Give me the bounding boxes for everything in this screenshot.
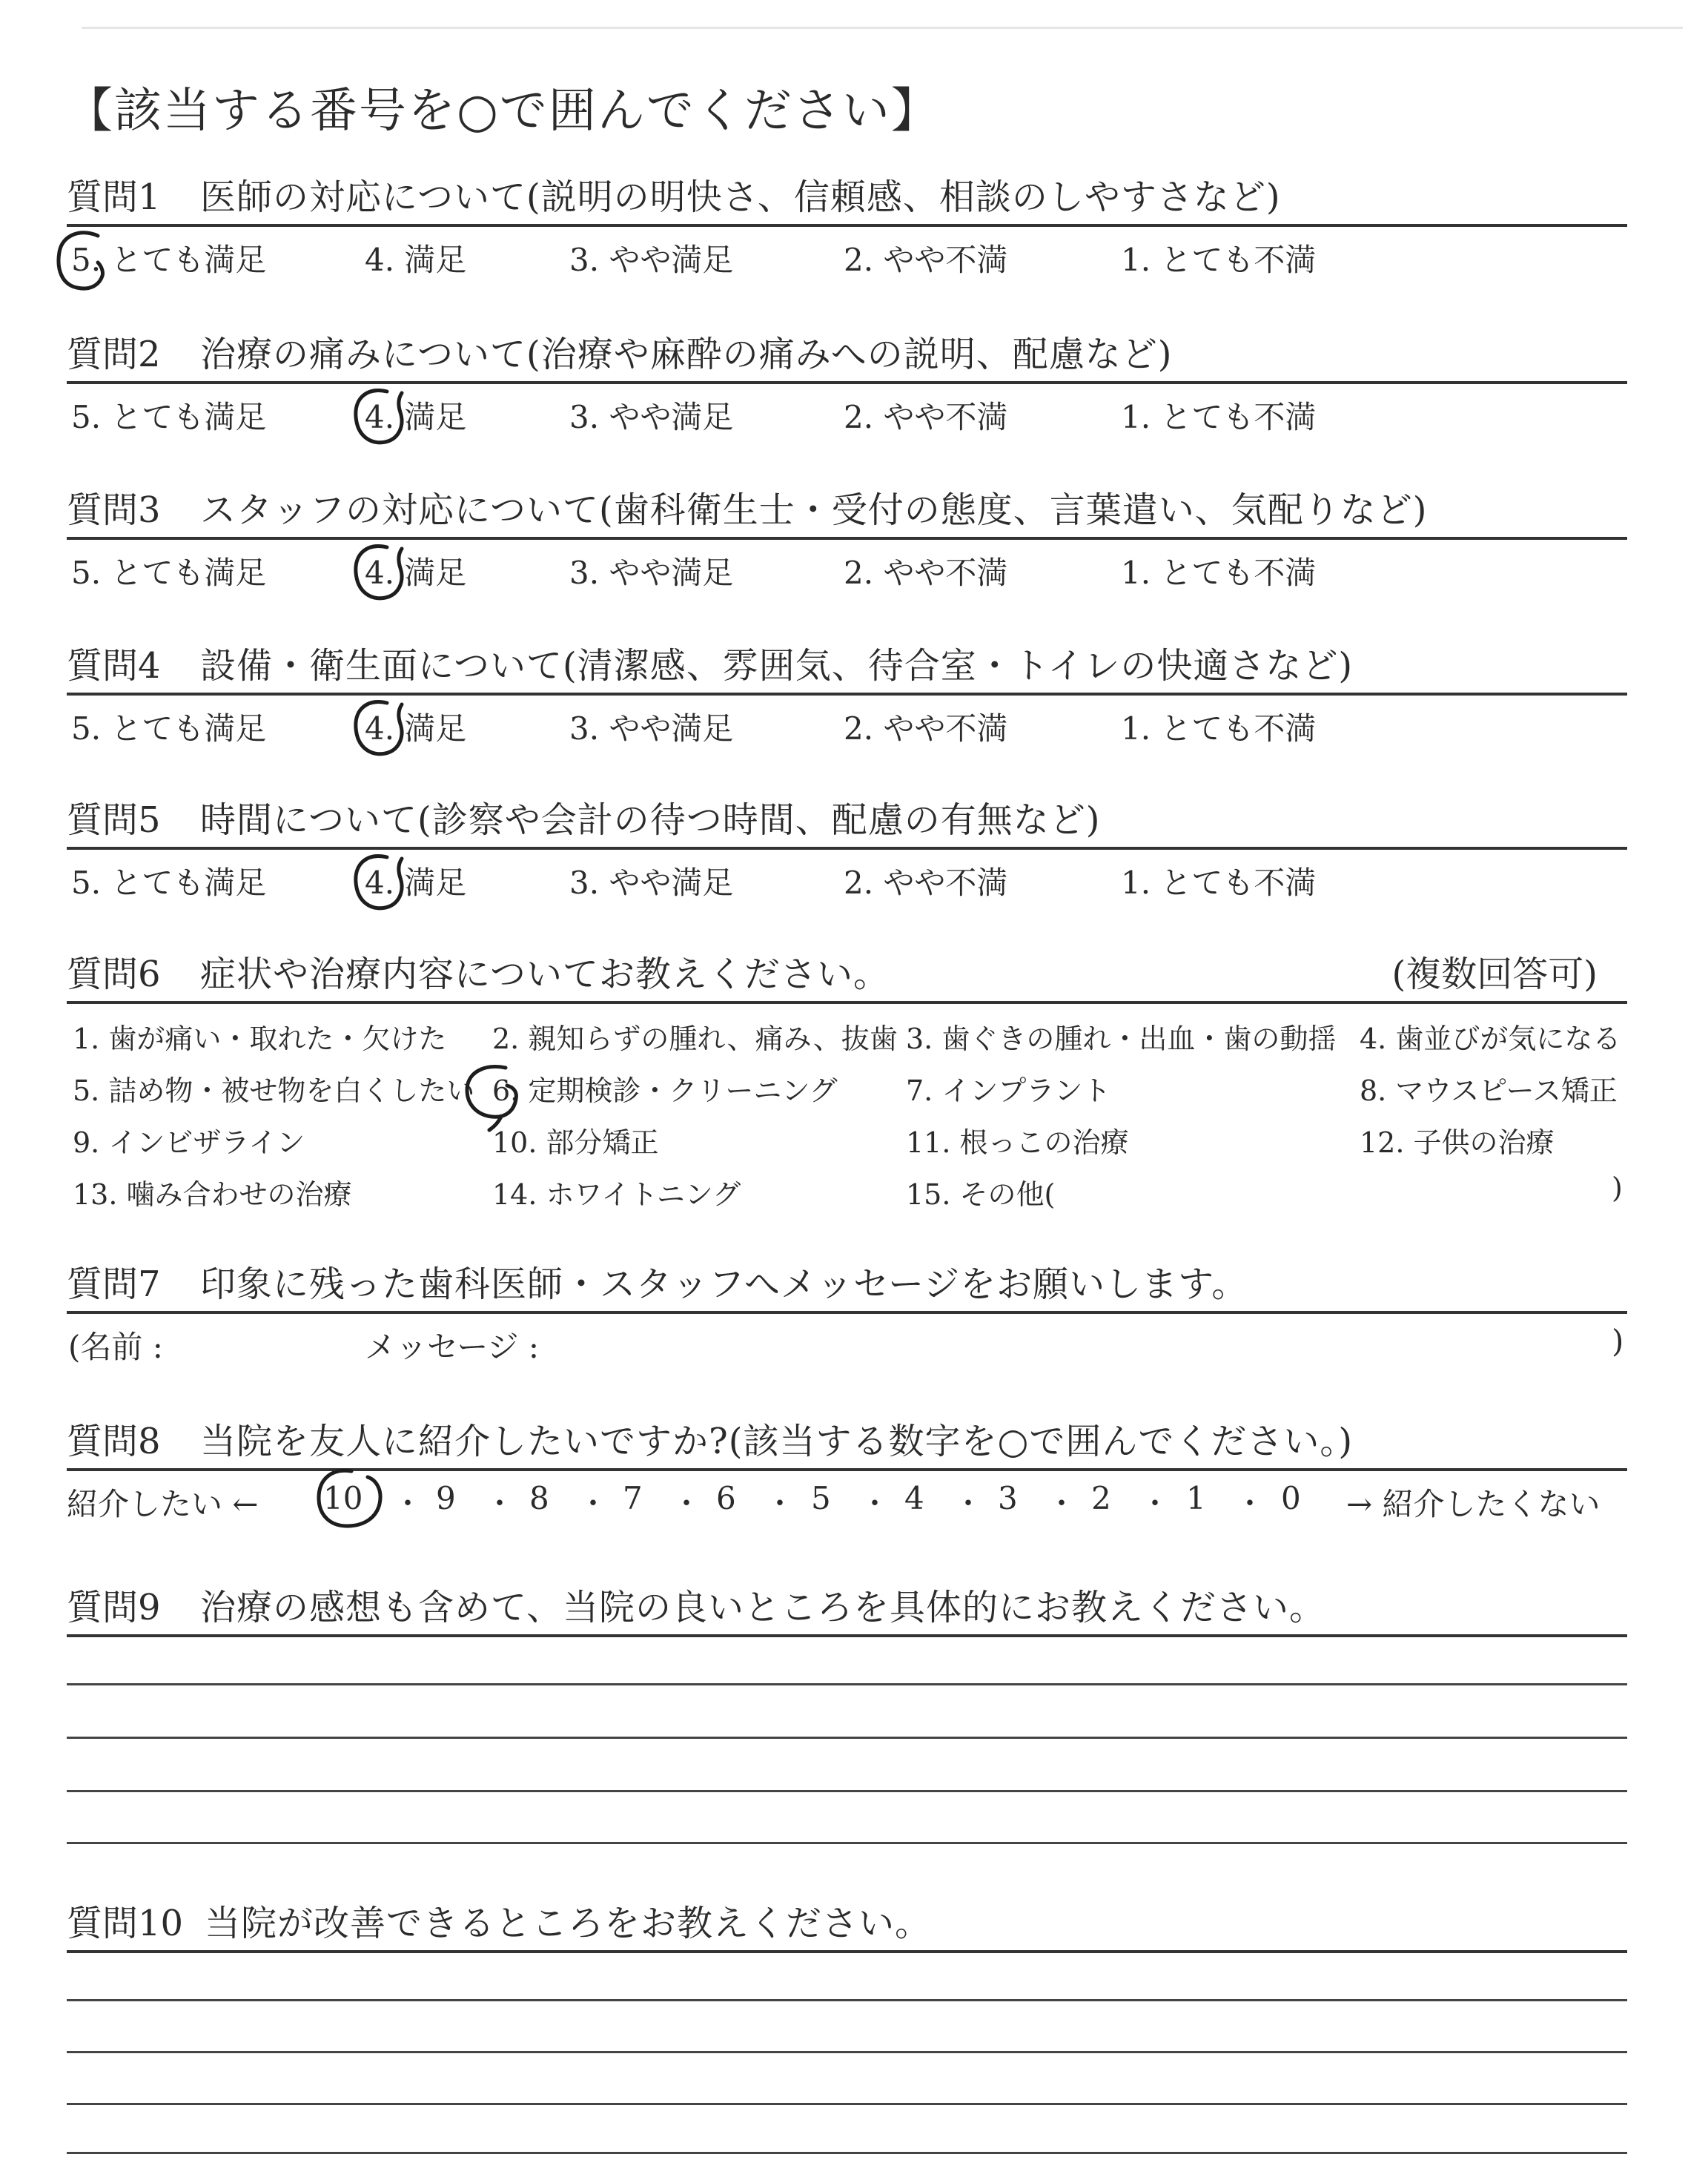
q8-scale-dot: ・ — [393, 1487, 423, 1521]
q5-heading — [67, 792, 1627, 850]
q6-label: 質問6 — [67, 954, 161, 995]
q7-title: 印象に残った歯科医師・スタッフへメッセージをお願いします。 — [200, 1264, 1248, 1305]
q6-option-12[interactable]: 12. 子供の治療 — [1360, 1126, 1555, 1159]
q8-scale-dot: ・ — [1140, 1487, 1170, 1521]
q8-scale-dot: ・ — [953, 1487, 983, 1521]
q6-option-4[interactable]: 4. 歯並びが気になる — [1360, 1023, 1621, 1055]
q5-option-4[interactable]: 4. 満足 — [365, 865, 467, 901]
q5-label: 質問5 — [67, 799, 161, 841]
q6-heading — [67, 946, 1627, 1004]
q6-title: 症状や治療内容についてお教えください。 — [200, 954, 890, 995]
q10-heading — [67, 1895, 1627, 1953]
q2-title: 治療の痛みについて(治療や麻酔の痛みへの説明、配慮など) — [200, 334, 1173, 375]
q8-scale-8[interactable]: 8 — [529, 1480, 549, 1516]
q9-answer-line[interactable] — [67, 1790, 1627, 1792]
q8-scale-1[interactable]: 1 — [1186, 1480, 1206, 1516]
q3-label: 質問3 — [67, 489, 161, 531]
q1-heading — [67, 169, 1627, 227]
q6-multiple-answers-note: (複数回答可) — [1391, 954, 1598, 995]
q8-scale-5[interactable]: 5 — [811, 1480, 831, 1516]
q8-scale-dot: ・ — [1047, 1487, 1076, 1521]
q1-option-2[interactable]: 2. やや不満 — [844, 242, 1008, 278]
q2-option-3[interactable]: 3. やや満足 — [569, 399, 734, 435]
q6-option-10[interactable]: 10. 部分矯正 — [492, 1126, 659, 1159]
q6-option-6[interactable]: 6. 定期検診・クリーニング — [492, 1074, 838, 1107]
q8-heading — [67, 1413, 1627, 1471]
form-instruction-header: 【該当する番号を○で囲んでください】 — [65, 84, 940, 139]
q6-option-14[interactable]: 14. ホワイトニング — [492, 1178, 741, 1211]
q9-answer-line[interactable] — [67, 1842, 1627, 1844]
q2-option-2[interactable]: 2. やや不満 — [844, 399, 1008, 435]
q4-option-3[interactable]: 3. やや満足 — [569, 710, 734, 747]
q8-scale-6[interactable]: 6 — [716, 1480, 736, 1516]
q8-scale-9[interactable]: 9 — [436, 1480, 456, 1516]
q4-option-4[interactable]: 4. 満足 — [365, 710, 467, 747]
scan-top-edge — [82, 27, 1683, 29]
q3-option-3[interactable]: 3. やや満足 — [569, 555, 734, 591]
q5-title: 時間について(診察や会計の待つ時間、配慮の有無など) — [200, 799, 1101, 841]
q1-title: 医師の対応について(説明の明快さ、信頼感、相談のしやすさなど) — [200, 176, 1281, 218]
q4-title: 設備・衛生面について(清潔感、雰囲気、待合室・トイレの快適さなど) — [200, 645, 1354, 687]
q8-scale-dot: ・ — [765, 1487, 795, 1521]
q2-option-1[interactable]: 1. とても不満 — [1121, 399, 1317, 435]
q6-option-13[interactable]: 13. 噛み合わせの治療 — [73, 1178, 352, 1211]
q3-option-5[interactable]: 5. とても満足 — [71, 555, 267, 591]
q3-heading — [67, 482, 1627, 540]
q10-answer-line[interactable] — [67, 2103, 1627, 2105]
q10-label: 質問10 — [67, 1903, 184, 1944]
q3-option-1[interactable]: 1. とても不満 — [1121, 555, 1317, 591]
q8-scale-7[interactable]: 7 — [623, 1480, 643, 1516]
q3-option-4[interactable]: 4. 満足 — [365, 555, 467, 591]
q7-close-paren: ) — [1612, 1323, 1624, 1359]
q8-title: 当院を友人に紹介したいですか?(該当する数字を○で囲んでください。) — [200, 1421, 1354, 1462]
q9-title: 治療の感想も含めて、当院の良いところを具体的にお教えください。 — [200, 1587, 1326, 1628]
q2-label: 質問2 — [67, 334, 161, 375]
q9-heading — [67, 1579, 1627, 1637]
q9-answer-line[interactable] — [67, 1683, 1627, 1685]
q8-scale-2[interactable]: 2 — [1091, 1480, 1111, 1516]
q10-answer-line[interactable] — [67, 1999, 1627, 2001]
q8-scale-0[interactable]: 0 — [1281, 1480, 1301, 1516]
q6-option-7[interactable]: 7. インプラント — [906, 1074, 1111, 1107]
q6-option-8[interactable]: 8. マウスピース矯正 — [1360, 1074, 1618, 1107]
q2-heading — [67, 326, 1627, 384]
q7-heading — [67, 1256, 1627, 1314]
q8-label: 質問8 — [67, 1421, 161, 1462]
q2-option-4[interactable]: 4. 満足 — [365, 399, 467, 435]
q1-option-5[interactable]: 5. とても満足 — [71, 242, 267, 278]
q9-label: 質問9 — [67, 1587, 161, 1628]
q1-option-1[interactable]: 1. とても不満 — [1121, 242, 1317, 278]
q1-option-3[interactable]: 3. やや満足 — [569, 242, 734, 278]
q10-title: 当院が改善できるところをお教えください。 — [205, 1903, 932, 1944]
q4-option-1[interactable]: 1. とても不満 — [1121, 710, 1317, 747]
q7-label: 質問7 — [67, 1264, 161, 1305]
q6-option-15[interactable]: 15. その他( — [906, 1178, 1056, 1211]
q8-left-label: 紹介したい ← — [67, 1486, 259, 1522]
q10-answer-line[interactable] — [67, 2051, 1627, 2053]
q8-scale-dot: ・ — [578, 1487, 608, 1521]
q6-option-9[interactable]: 9. インビザライン — [73, 1126, 305, 1159]
q6-option-3[interactable]: 3. 歯ぐきの腫れ・出血・歯の動揺 — [906, 1023, 1337, 1055]
q5-option-2[interactable]: 2. やや不満 — [844, 865, 1008, 901]
q3-title: スタッフの対応について(歯科衛生士・受付の態度、言葉遣い、気配りなど) — [200, 489, 1428, 531]
q8-scale-3[interactable]: 3 — [998, 1480, 1018, 1516]
q7-name-field-label[interactable]: (名前 : — [68, 1329, 163, 1365]
q8-scale-dot: ・ — [860, 1487, 890, 1521]
q8-scale-dot: ・ — [672, 1487, 701, 1521]
q1-label: 質問1 — [67, 176, 161, 218]
q6-other-close-paren: ) — [1612, 1172, 1623, 1204]
q8-scale-dot: ・ — [1235, 1487, 1265, 1521]
q6-option-5[interactable]: 5. 詰め物・被せ物を白くしたい — [73, 1074, 475, 1107]
q2-option-5[interactable]: 5. とても満足 — [71, 399, 267, 435]
q4-option-5[interactable]: 5. とても満足 — [71, 710, 267, 747]
q7-message-field-label[interactable]: メッセージ : — [365, 1329, 539, 1365]
q1-option-4[interactable]: 4. 満足 — [365, 242, 467, 278]
q8-scale-10[interactable]: 10 — [323, 1480, 363, 1516]
q5-option-3[interactable]: 3. やや満足 — [569, 865, 734, 901]
q8-right-label: → 紹介したくない — [1346, 1486, 1601, 1522]
q9-answer-line[interactable] — [67, 1737, 1627, 1739]
q8-scale-4[interactable]: 4 — [904, 1480, 924, 1516]
q4-option-2[interactable]: 2. やや不満 — [844, 710, 1008, 747]
q4-label: 質問4 — [67, 645, 161, 687]
q6-option-1[interactable]: 1. 歯が痛い・取れた・欠けた — [73, 1023, 447, 1055]
q5-option-1[interactable]: 1. とても不満 — [1121, 865, 1317, 901]
q5-option-5[interactable]: 5. とても満足 — [71, 865, 267, 901]
q4-heading — [67, 638, 1627, 696]
q6-option-2[interactable]: 2. 親知らずの腫れ、痛み、抜歯 — [492, 1023, 898, 1055]
q10-answer-line[interactable] — [67, 2152, 1627, 2154]
q3-option-2[interactable]: 2. やや不満 — [844, 555, 1008, 591]
q6-option-11[interactable]: 11. 根っこの治療 — [906, 1126, 1129, 1159]
q8-scale-dot: ・ — [485, 1487, 514, 1521]
